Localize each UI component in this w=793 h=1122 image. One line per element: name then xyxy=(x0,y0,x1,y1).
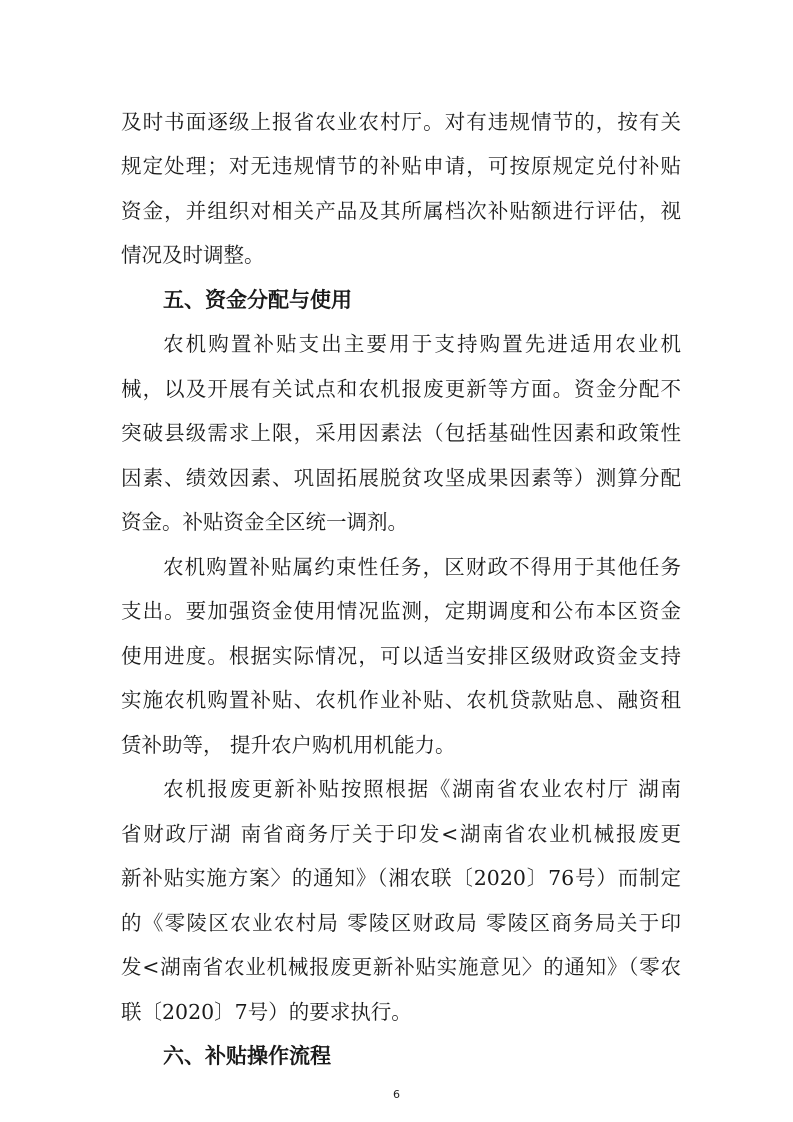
text-line: 因素、绩效因素、巩固拓展脱贫攻坚成果因素等）测算分配 xyxy=(121,466,681,490)
text-line: 农机购置补贴属约束性任务，区财政不得用于其他任务 xyxy=(163,555,681,579)
text-line: 械，以及开展有关试点和农机报废更新等方面。资金分配不 xyxy=(121,377,681,401)
text-line: 的《零陵区农业农村局 零陵区财政局 零陵区商务局关于印 xyxy=(121,911,681,935)
text-line: 发<湖南省农业机械报废更新补贴实施意见〉的通知》（零农 xyxy=(121,955,681,979)
text-line: 使用进度。根据实际情况，可以适当安排区级财政资金支持 xyxy=(121,644,681,668)
text-line: 规定处理；对无违规情节的补贴申请，可按原规定兑付补贴 xyxy=(121,154,681,178)
text-line: 资金，并组织对相关产品及其所属档次补贴额进行评估，视 xyxy=(121,199,681,223)
text-line: 联〔2020〕7号）的要求执行。 xyxy=(121,1000,412,1024)
text-line: 新补贴实施方案〉的通知》（湘农联〔2020〕76号）而制定 xyxy=(121,866,681,890)
text-line: 赁补助等， 提升农户购机用机能力。 xyxy=(121,733,456,757)
section-heading: 六、补贴操作流程 xyxy=(163,1044,331,1068)
text-line: 情况及时调整。 xyxy=(121,243,265,267)
text-line: 资金。补贴资金全区统一调剂。 xyxy=(121,510,408,534)
text-line: 突破县级需求上限，采用因素法（包括基础性因素和政策性 xyxy=(121,421,681,445)
text-line: 农机购置补贴支出主要用于支持购置先进适用农业机 xyxy=(163,332,681,356)
text-line: 农机报废更新补贴按照根据《湖南省农业农村厅 湖南 xyxy=(163,777,681,801)
text-line: 省财政厅湖 南省商务厅关于印发<湖南省农业机械报废更 xyxy=(121,822,681,846)
section-heading: 五、资金分配与使用 xyxy=(163,288,352,312)
text-line: 及时书面逐级上报省农业农村厅。对有违规情节的，按有关 xyxy=(121,110,681,134)
page-number: 6 xyxy=(393,1088,400,1101)
text-line: 支出。要加强资金使用情况监测，定期调度和公布本区资金 xyxy=(121,599,681,623)
text-line: 实施农机购置补贴、农机作业补贴、农机贷款贴息、融资租 xyxy=(121,688,681,712)
